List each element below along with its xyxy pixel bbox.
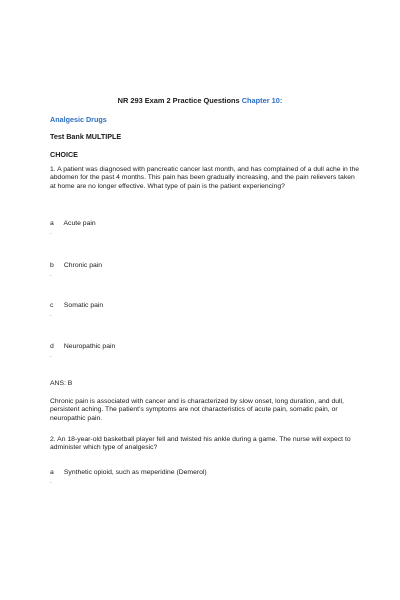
option-letter: b bbox=[50, 262, 54, 269]
option-letter: d bbox=[50, 343, 54, 350]
option-dot: . bbox=[50, 353, 52, 359]
option-text: Neuropathic pain bbox=[63, 343, 116, 350]
option-letter: c bbox=[50, 302, 54, 309]
option-text: Synthetic opioid, such as meperidine (Demerol) bbox=[63, 469, 207, 476]
chapter-text: Chapter 10: bbox=[241, 96, 283, 105]
question-2-option-a bbox=[50, 469, 207, 476]
option-letter: a bbox=[50, 469, 54, 476]
section-title: Analgesic Drugs bbox=[50, 115, 107, 124]
question-1-rationale: Chronic pain is associated with cancer and is characterized by slow onset, long duration, and dull, persistent aching. The patient’s symptoms are not characteristics of acute pain, somatic pain, or neuropathic pain. bbox=[50, 398, 344, 422]
question-1-text: 1. A patient was diagnosed with pancreatic cancer last month, and has complained of a dull ache in the abdomen for the past 4 months. This pain has been gradually increasing, and the pain relievers taken at home are no longer effective. What type of pain is the patient experiencing? bbox=[50, 166, 360, 190]
option-letter: a bbox=[50, 220, 54, 227]
question-1-option-c bbox=[50, 302, 103, 309]
option-dot: . bbox=[50, 230, 52, 236]
test-bank-label: Test Bank MULTIPLE bbox=[50, 132, 122, 141]
option-text: Somatic pain bbox=[63, 302, 104, 309]
answer-label: ANS: B bbox=[50, 380, 73, 387]
option-dot: . bbox=[50, 312, 52, 318]
option-dot: . bbox=[50, 479, 52, 485]
title-text: NR 293 Exam 2 Practice Questions bbox=[117, 96, 240, 105]
option-text: Acute pain bbox=[63, 220, 96, 227]
page-title bbox=[0, 96, 400, 105]
question-1-option-b bbox=[50, 262, 102, 269]
question-2-text: 2. An 18-year-old basketball player fell and twisted his ankle during a game. The nurse will expect to administer which type of analgesic? bbox=[50, 436, 351, 452]
choice-label: CHOICE bbox=[50, 150, 78, 159]
option-text: Chronic pain bbox=[63, 262, 103, 269]
option-dot: . bbox=[50, 272, 52, 278]
question-1-option-d bbox=[50, 343, 115, 350]
question-1-option-a bbox=[50, 220, 96, 227]
